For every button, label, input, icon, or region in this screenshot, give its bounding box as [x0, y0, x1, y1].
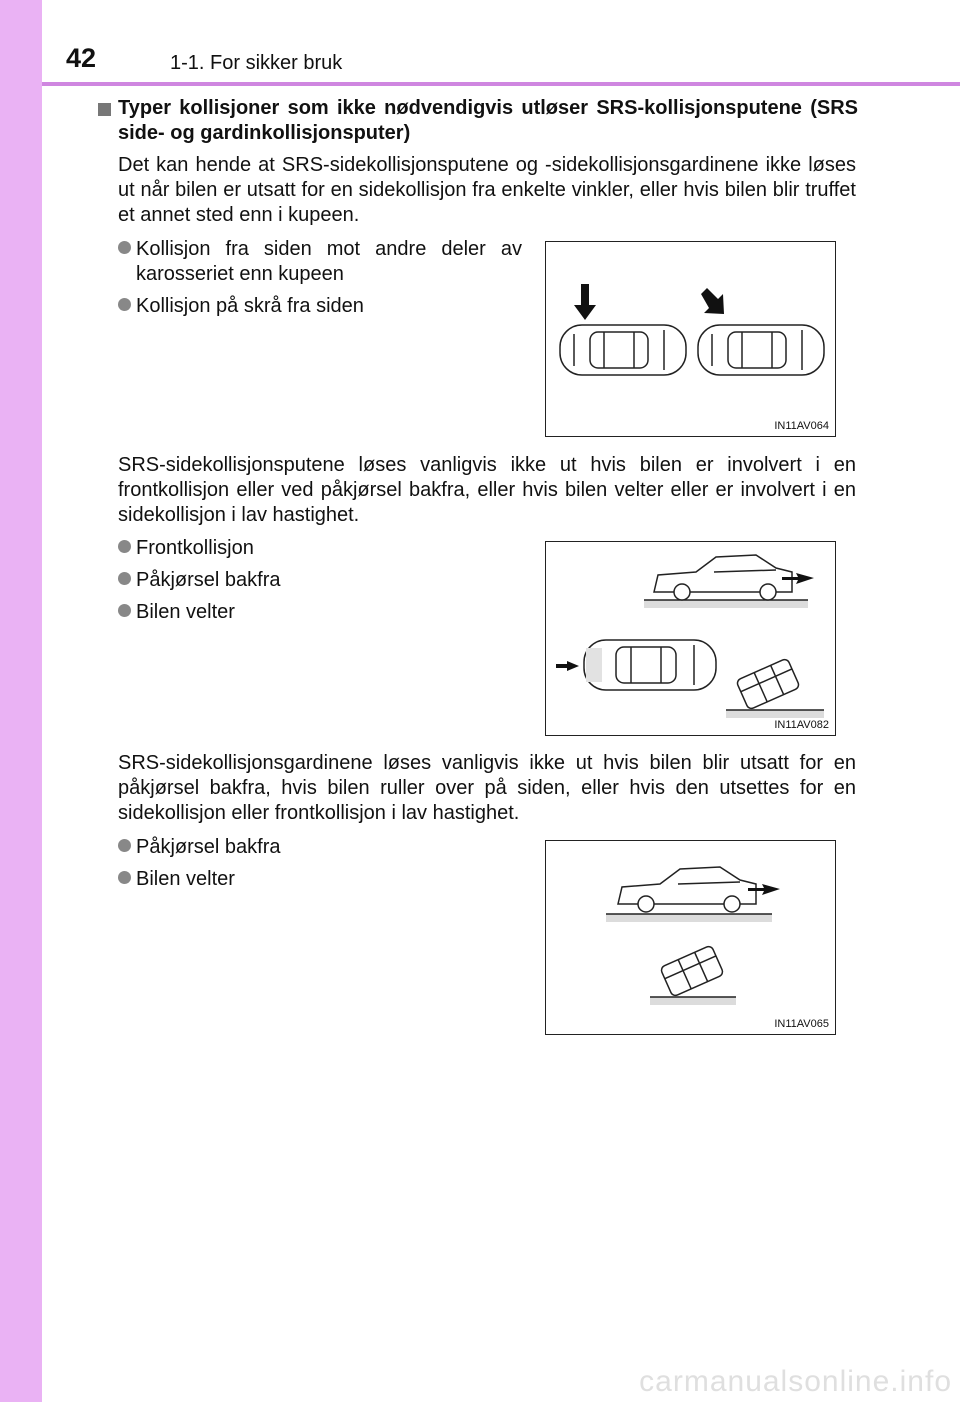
bullet-dot-icon — [118, 568, 136, 593]
paragraph-airbag-conditions: SRS-sidekollisjonsputene løses vanligvis ikke ut hvis bilen er involvert i en frontkollisjon eller ved påkjørsel bakfra, eller hvis bilen velter eller er involvert i en sidekollisjon i lav hastighet. — [118, 454, 856, 526]
watermark: carmanualsonline.info — [639, 1365, 952, 1398]
section-title: 1-1. For sikker bruk — [170, 52, 343, 74]
bullet-rollover: Bilen velter — [136, 868, 235, 890]
bullet-dot-icon — [118, 867, 136, 892]
arrow-right-icon — [556, 661, 579, 671]
down-arrow-icon — [574, 284, 596, 320]
rear-rollover-illustration — [546, 841, 837, 1036]
bullet-rear-collision: Påkjørsel bakfra — [136, 569, 281, 591]
section-heading: Typer kollisjoner som ikke nødvendigvis utløser SRS-kollisjonsputene (SRS side- og gardinkollisjonsputer) — [118, 97, 858, 144]
bullet-dot-icon — [118, 600, 136, 625]
paragraph-curtain-conditions: SRS-sidekollisjonsgardinene løses vanligvis ikke ut hvis bilen blir utsatt for en påkjørsel bakfra, hvis bilen ruller over på siden, eller hvis den utsettes for en sidekollisjon eller frontkollisjon i lav hastighet. — [118, 752, 856, 824]
frontal-rear-rollover-illustration — [546, 542, 837, 737]
figure-code: IN11AV064 — [774, 420, 829, 432]
figure-code: IN11AV082 — [774, 719, 829, 731]
bullet-dot-icon — [118, 294, 136, 319]
side-tab — [0, 0, 42, 1402]
header-divider — [42, 82, 960, 86]
bullet-frontal-collision: Frontkollisjon — [136, 537, 254, 559]
bullet-rear-collision: Påkjørsel bakfra — [136, 836, 281, 858]
figure-rear-rollover — [545, 840, 836, 1035]
arrow-left-icon — [748, 884, 780, 895]
bullet-dot-icon — [118, 536, 136, 561]
bullet-rollover: Bilen velter — [136, 601, 235, 623]
figure-side-collision — [545, 241, 836, 437]
diagonal-arrow-icon — [701, 288, 724, 314]
side-collision-illustration — [546, 242, 837, 438]
bullet-oblique-side-collision: Kollisjon på skrå fra siden — [136, 295, 364, 317]
bullet-side-collision-other-body: Kollisjon fra siden mot andre deler av karosseriet enn kupeen — [136, 238, 522, 285]
bullet-dot-icon — [118, 237, 136, 262]
intro-paragraph: Det kan hende at SRS-sidekollisjonsputene og -sidekollisjonsgardinene ikke løses ut når bilen er utsatt for en sidekollisjon fra enkelte vinkler, eller hvis bilen blir truffet et annet sted enn i kupeen. — [118, 154, 856, 226]
arrow-left-icon — [782, 573, 814, 584]
figure-code: IN11AV065 — [774, 1018, 829, 1030]
figure-frontal-rear-rollover — [545, 541, 836, 736]
bullet-dot-icon — [118, 835, 136, 860]
page-number: 42 — [66, 43, 97, 73]
heading-square-icon — [98, 103, 111, 116]
